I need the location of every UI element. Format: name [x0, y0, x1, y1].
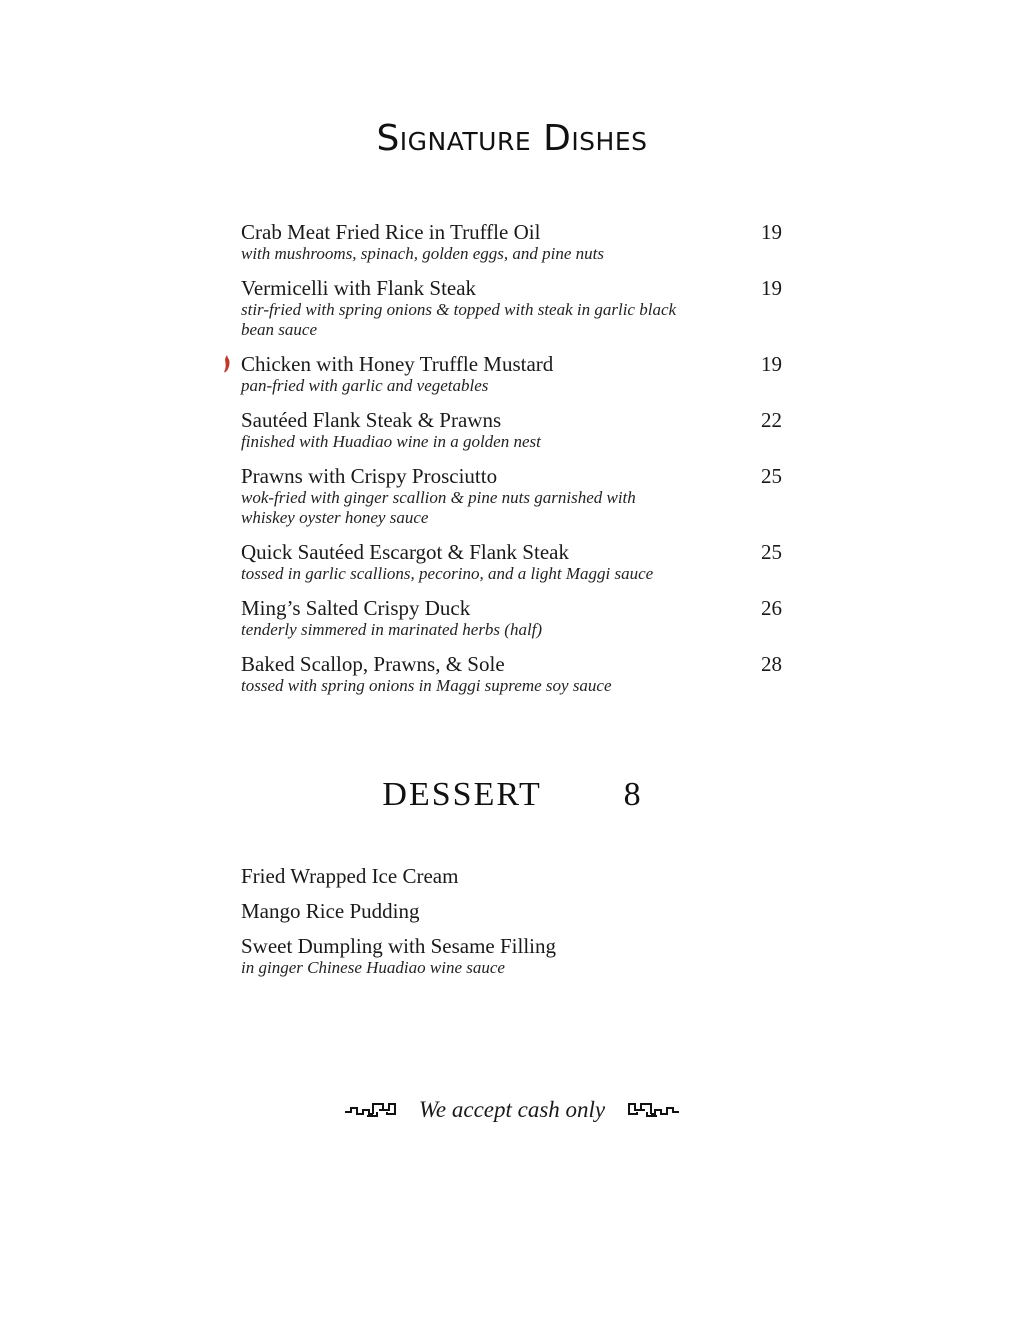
- dessert-title: DESSERT: [382, 776, 542, 813]
- item-price: 19: [761, 220, 782, 244]
- dessert-header: [0, 774, 1024, 814]
- item-name: Chicken with Honey Truffle Mustard: [241, 352, 554, 376]
- dessert-item: [241, 934, 782, 978]
- item-description: with mushrooms, spinach, golden eggs, and pine nuts: [241, 244, 604, 263]
- item-description: stir-fried with spring onions & topped with steak in garlic black bean sauce: [241, 300, 677, 339]
- item-description: tenderly simmered in marinated herbs (half): [241, 620, 543, 639]
- menu-item: [241, 276, 782, 340]
- chinese-fret-ornament-icon: [343, 1100, 399, 1120]
- dessert-item: [241, 899, 782, 923]
- item-description: in ginger Chinese Huadiao wine sauce: [241, 958, 505, 977]
- item-price: 26: [761, 596, 782, 620]
- item-description: wok-fried with ginger scallion & pine nuts garnished with whiskey oyster honey sauce: [241, 488, 636, 527]
- chili-pepper-icon: [223, 355, 231, 373]
- item-price: 25: [761, 464, 782, 488]
- dessert-list: [241, 864, 782, 989]
- item-name: Mango Rice Pudding: [241, 899, 420, 923]
- item-name: Quick Sautéed Escargot & Flank Steak: [241, 540, 569, 564]
- item-name: Sautéed Flank Steak & Prawns: [241, 408, 502, 432]
- item-price: 22: [761, 408, 782, 432]
- item-name: Crab Meat Fried Rice in Truffle Oil: [241, 220, 541, 244]
- item-description: pan-fried with garlic and vegetables: [241, 376, 489, 395]
- menu-item: [241, 596, 782, 640]
- menu-item: [241, 352, 782, 396]
- item-name: Sweet Dumpling with Sesame Filling: [241, 934, 556, 958]
- item-name: Baked Scallop, Prawns, & Sole: [241, 652, 505, 676]
- item-name: Ming’s Salted Crispy Duck: [241, 596, 471, 620]
- item-name: Fried Wrapped Ice Cream: [241, 864, 459, 888]
- dessert-item: [241, 864, 782, 888]
- item-price: 19: [761, 276, 782, 300]
- menu-item: [241, 540, 782, 584]
- item-description: finished with Huadiao wine in a golden nest: [241, 432, 541, 451]
- payment-note: [0, 1095, 1024, 1123]
- menu-item: [241, 652, 782, 696]
- menu-item: [241, 220, 782, 264]
- menu-item: [241, 464, 782, 528]
- item-name: Vermicelli with Flank Steak: [241, 276, 477, 300]
- item-price: 28: [761, 652, 782, 676]
- item-price: 19: [761, 352, 782, 376]
- item-description: tossed in garlic scallions, pecorino, and a light Maggi sauce: [241, 564, 654, 583]
- item-price: 25: [761, 540, 782, 564]
- dessert-price: 8: [623, 776, 642, 813]
- cash-only-text: We accept cash only: [418, 1096, 606, 1122]
- menu-item: [241, 408, 782, 452]
- signature-dishes-title: Signature Dishes: [376, 118, 648, 159]
- chinese-fret-ornament-icon: [625, 1100, 681, 1120]
- item-description: tossed with spring onions in Maggi supreme soy sauce: [241, 676, 612, 695]
- item-name: Prawns with Crispy Prosciutto: [241, 464, 498, 488]
- signature-dishes-list: [241, 220, 782, 708]
